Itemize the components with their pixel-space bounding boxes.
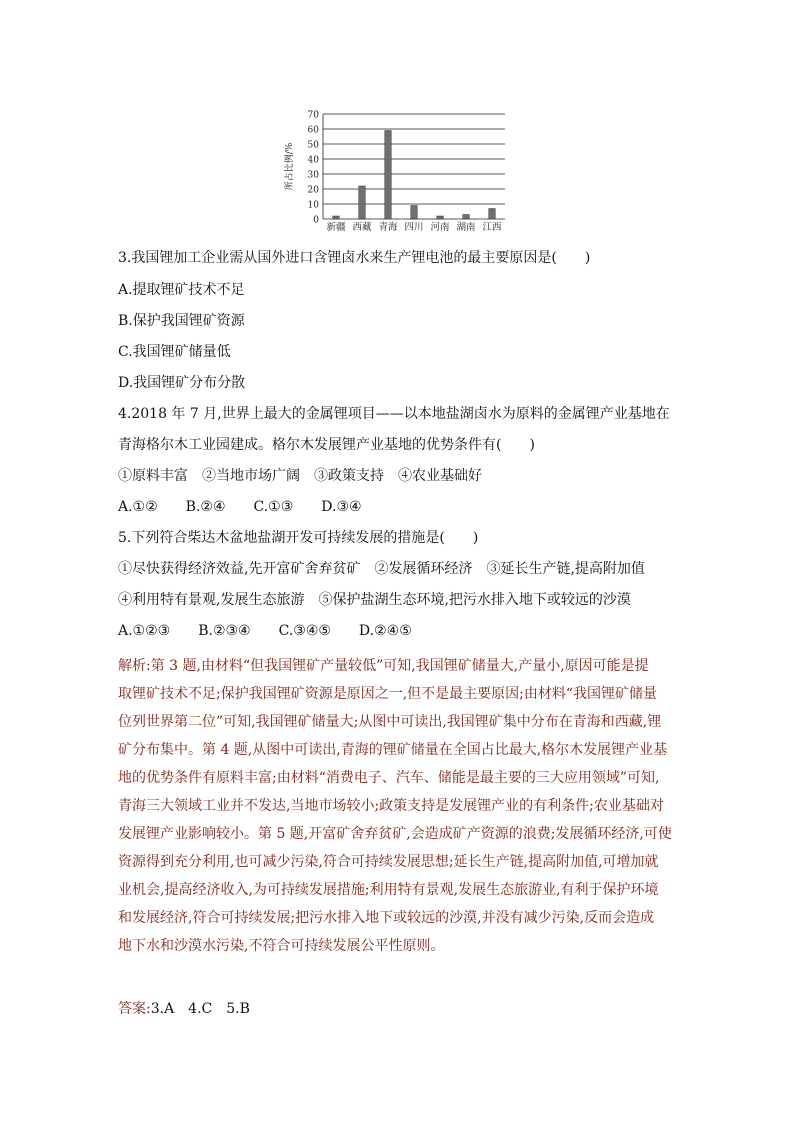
- answer-text: 3.A 4.C 5.B: [150, 1001, 250, 1017]
- explanation-line: 地下水和沙漠水污染,不符合可持续发展公平性原则。: [118, 938, 445, 954]
- explanation-line: 地的优势条件有原料丰富;由材料“消费电子、汽车、储能是最主要的三大应用领域”可知,: [118, 770, 660, 786]
- question-4-stem-line1: 4.2018 年 7 月,世界上最大的金属锂项目——以本地盐湖卤水为原料的金属锂产业基地在: [118, 406, 670, 422]
- question-3-option-b: B.保护我国锂矿资源: [118, 313, 245, 329]
- question-4-options: A.①② B.②④ C.①③ D.③④: [118, 499, 362, 515]
- y-axis-label: 所占比例/%: [285, 142, 295, 191]
- y-tick-label: 0: [313, 215, 319, 226]
- explanation-line: 取锂矿技术不足;保护我国锂矿资源是原因之一,但不是最主要原因;由材料“我国锂矿储量: [118, 686, 658, 702]
- question-4-items: ①原料丰富 ②当地市场广阔 ③政策支持 ④农业基础好: [118, 468, 482, 484]
- explanation-line: 资源得到充分利用,也可减少污染,符合可持续发展思想;延长生产链,提高附加值,可增加就: [118, 854, 659, 870]
- question-5-items-line1: ①尽快获得经济效益,先开富矿舍弃贫矿 ②发展循环经济 ③延长生产链,提高附加值: [118, 561, 645, 577]
- lithium-distribution-chart: [280, 100, 520, 240]
- question-3-option-c: C.我国锂矿储量低: [118, 344, 231, 360]
- x-tick-label: 西藏: [352, 222, 372, 233]
- question-5-options: A.①②③ B.②③④ C.③④⑤ D.②④⑤: [118, 623, 412, 639]
- explanation-line: 位列世界第二位”可知,我国锂矿储量大;从图中可读出,我国锂矿集中分布在青海和西藏,锂: [118, 714, 662, 730]
- explanation-line: 解析:第 3 题,由材料“但我国锂矿产量较低”可知,我国锂矿储量大,产量小,原因可能是提: [118, 658, 649, 674]
- question-5-stem: 5.下列符合柴达木盆地盐湖开发可持续发展的措施是( ): [118, 530, 479, 546]
- bar-chart-svg: [280, 100, 520, 240]
- bar: [359, 186, 366, 219]
- bar: [437, 216, 444, 219]
- y-tick-label: 20: [307, 185, 319, 196]
- explanation-line: 和发展经济,符合可持续发展;把污水排入地下或较远的沙漠,并没有减少污染,反而会造成: [118, 910, 655, 926]
- bar: [333, 216, 340, 219]
- answer-label: 答案:: [118, 1001, 151, 1017]
- y-tick-label: 40: [307, 155, 319, 166]
- explanation-line: 发展锂产业影响较小。第 5 题,开富矿舍弃贫矿,会造成矿产资源的浪费;发展循环经济,可使: [118, 826, 672, 842]
- y-tick-label: 60: [307, 125, 319, 136]
- explanation-line: 青海三大领域工业并不发达,当地市场较小;政策支持是发展锂产业的有利条件;农业基础对: [118, 798, 664, 814]
- question-4-stem-line2: 青海格尔木工业园建成。格尔木发展锂产业基地的优势条件有( ): [118, 437, 535, 453]
- y-tick-label: 50: [307, 140, 319, 151]
- bar: [463, 215, 470, 220]
- question-3-stem: 3.我国锂加工企业需从国外进口含锂卤水来生产锂电池的最主要原因是( ): [118, 250, 591, 266]
- x-tick-label: 四川: [404, 222, 424, 233]
- question-3-option-a: A.提取锂矿技术不足: [118, 282, 245, 298]
- y-tick-label: 30: [307, 170, 319, 181]
- explanation-block: [118, 652, 678, 960]
- question-5-items-line2: ④利用特有景观,发展生态旅游 ⑤保护盐湖生态环境,把污水排入地下或较远的沙漠: [118, 592, 631, 608]
- bar: [385, 131, 392, 220]
- y-tick-label: 10: [307, 200, 319, 211]
- y-tick-label: 70: [307, 110, 319, 121]
- x-tick-label: 河南: [430, 222, 450, 233]
- bar: [411, 206, 418, 220]
- explanation-line: 业机会,提高经济收入,为可持续发展措施;利用特有景观,发展生态旅游业,有利于保护环境: [118, 882, 659, 898]
- explanation-line: 矿分布集中。第 4 题,从图中可读出,青海的锂矿储量在全国占比最大,格尔木发展锂产业基: [118, 742, 668, 758]
- question-3-option-d: D.我国锂矿分布分散: [118, 375, 246, 391]
- x-tick-label: 湖南: [456, 222, 476, 233]
- x-tick-label: 江西: [482, 222, 502, 233]
- answer-line: [118, 998, 250, 1018]
- x-tick-label: 青海: [378, 222, 398, 233]
- x-tick-label: 新疆: [326, 222, 346, 233]
- bar: [489, 209, 496, 220]
